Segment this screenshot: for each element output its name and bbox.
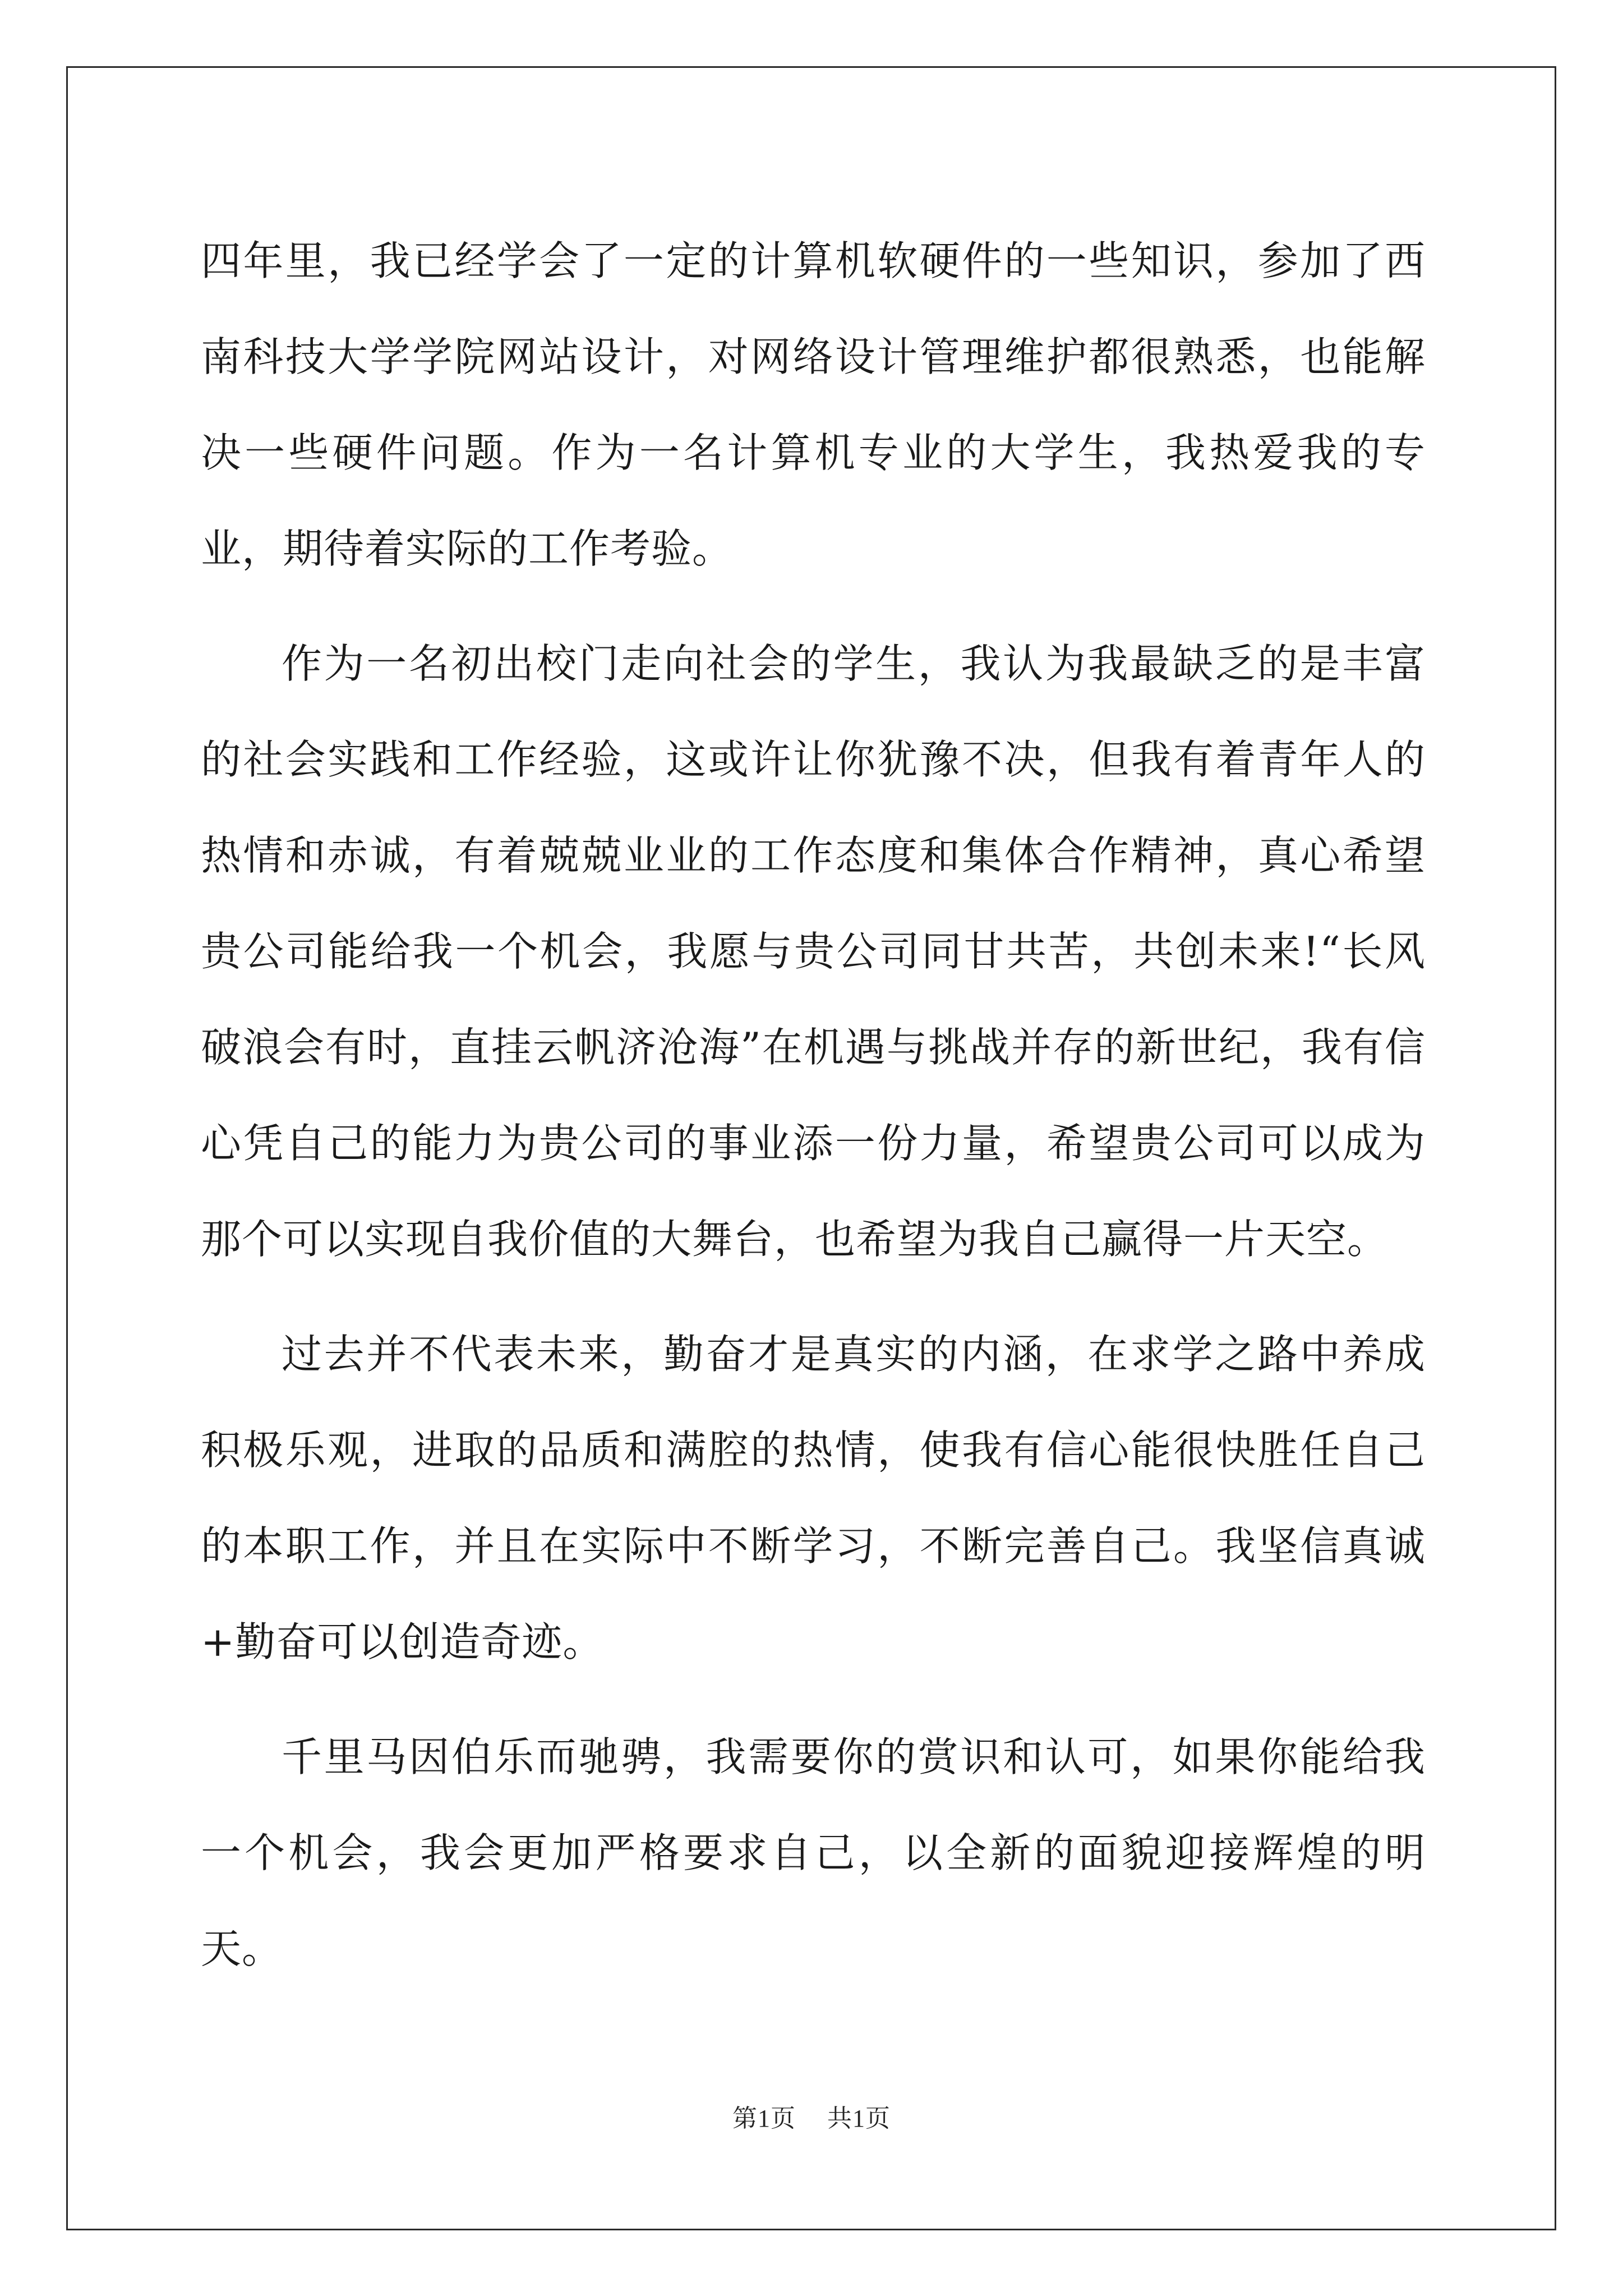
page-total: 共1页 (827, 2105, 891, 2132)
paragraph-3: 过去并不代表未来，勤奋才是真实的内涵，在求学之路中养成积极乐观，进取的品质和满腔的热情，使我有信心能很快胜任自己的本职工作，并且在实际中不断学习，不断完善自己。我坚信真诚+勤奋可以创造奇迹。 (201, 1331, 1426, 1665)
paragraph-2: 作为一名初出校门走向社会的学生，我认为我最缺乏的是丰富的社会实践和工作经验，这或许让你犹豫不决，但我有着青年人的热情和赤诚，有着兢兢业业的工作态度和集体合作精神，真心希望贵公司能给我一个机会，我愿与贵公司同甘共苦，共创未来!“长风破浪会有时，直挂云帆济沧海”在机遇与挑战并存的新世纪，我有信心凭自己的能力为贵公司的事业添一份力量，希望贵公司可以成为那个可以实现自我价值的大舞台，也希望为我自己赢得一片天空。 (201, 640, 1426, 1263)
page-footer (0, 2098, 1623, 2134)
paragraph-1: 四年里，我已经学会了一定的计算机软硬件的一些知识，参加了西南科技大学学院网站设计，对网络设计管理维护都很熟悉，也能解决一些硬件问题。作为一名计算机专业的大学生，我热爱我的专业，期待着实际的工作考验。 (201, 237, 1426, 572)
paragraph-4: 千里马因伯乐而驰骋，我需要你的赏识和认可，如果你能给我一个机会，我会更加严格要求自己，以全新的面貌迎接辉煌的明天。 (201, 1733, 1426, 1972)
document-body (201, 213, 1426, 1997)
page-number: 第1页 (732, 2105, 796, 2132)
